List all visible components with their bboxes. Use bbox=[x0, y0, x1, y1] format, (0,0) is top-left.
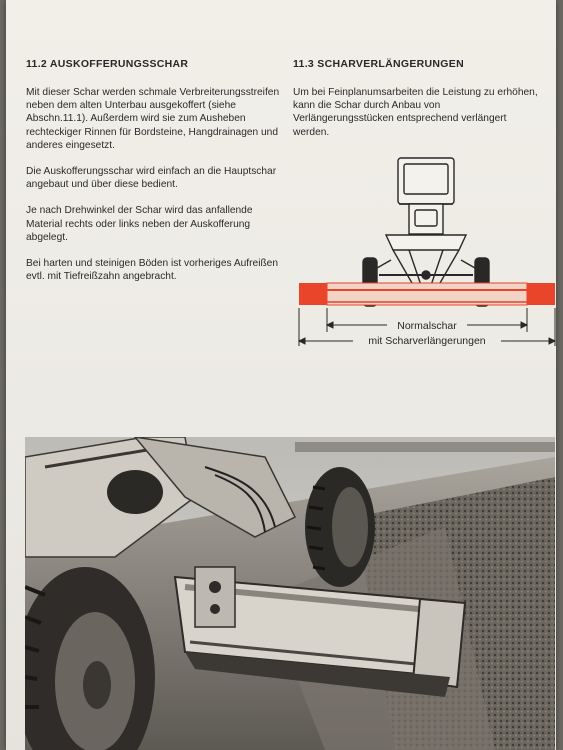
section-heading: 11.3 SCHARVERLÄNGERUNGEN bbox=[293, 58, 464, 70]
section-scharverlaengerungen bbox=[293, 58, 543, 152]
blade bbox=[299, 283, 555, 305]
paragraph: Je nach Drehwinkel der Schar wird das anfallende Material rechts oder links neben der Auskofferung abgelegt. bbox=[26, 205, 253, 243]
paragraph: Bei harten und steinigen Böden ist vorheriges Aufreißen evtl. mit Tiefreißzahn angebracht. bbox=[26, 258, 279, 283]
label-extended-blade: mit Scharverlängerungen bbox=[368, 335, 486, 347]
paragraph: Um bei Feinplanumsarbeiten die Leistung zu erhöhen, kann die Schar durch Anbau von Verlängerungsstücken entsprechend verlängert werden. bbox=[293, 87, 538, 138]
label-normal-blade: Normalschar bbox=[397, 320, 457, 332]
blade-extension-diagram bbox=[291, 150, 556, 355]
section-auskofferungsschar bbox=[26, 58, 281, 296]
paragraph: Die Auskofferungsschar wird einfach an die Hauptschar angebaut und über diese bedient. bbox=[26, 166, 277, 191]
paragraph: Mit dieser Schar werden schmale Verbreiterungsstreifen neben dem alten Unterbau ausgekoffert (siehe Abschn.11.1). Außerdem wird sie zum Ausheben rechteckiger Rinnen für Bordsteine, Hangdrainagen und anderes eingesetzt. bbox=[26, 87, 280, 151]
section-heading: 11.2 AUSKOFFERUNGSSCHAR bbox=[26, 58, 189, 70]
manual-page bbox=[6, 0, 556, 750]
grader-photo bbox=[25, 437, 555, 750]
